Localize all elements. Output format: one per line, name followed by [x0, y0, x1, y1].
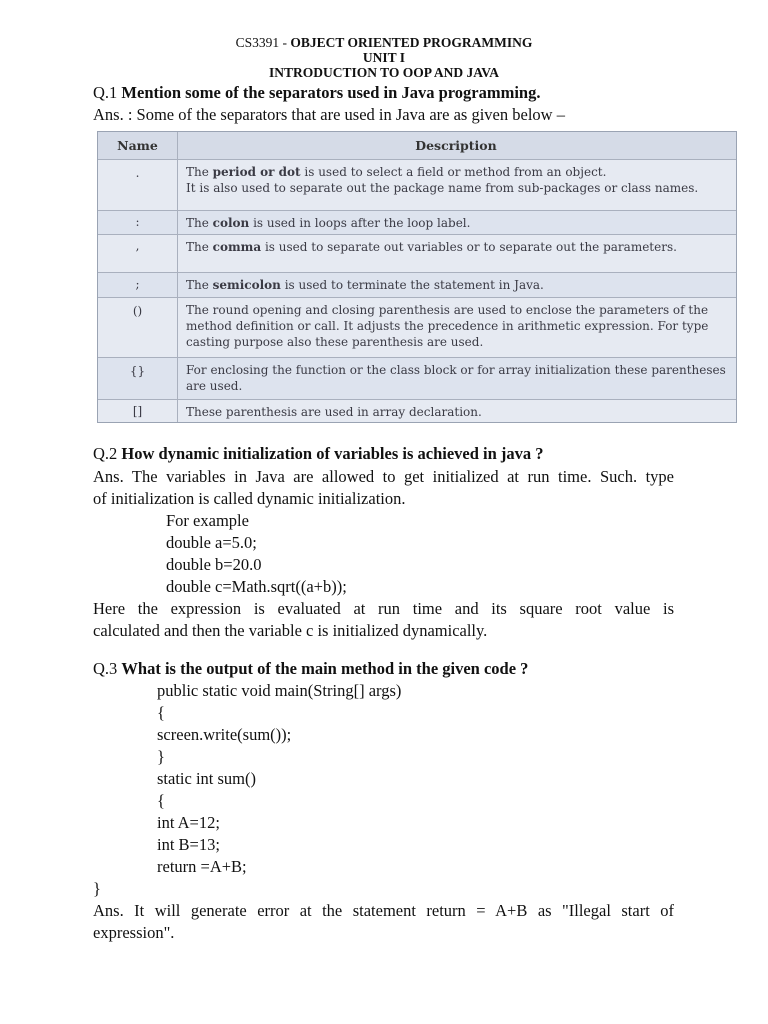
separator-symbol: ,	[98, 235, 178, 272]
course-header	[0, 35, 768, 50]
question-3-number: Q.3	[93, 659, 122, 678]
question-2	[93, 443, 544, 465]
explanation-line-1: Here the expression is evaluated at run time and its square root value is	[93, 599, 674, 618]
question-1-text: Mention some of the separators used in Java programming.	[121, 83, 541, 102]
code-line: screen.write(sum());	[157, 725, 292, 744]
code-line: int B=13;	[157, 835, 220, 854]
separator-description: The semicolon is used to terminate the statement in Java.	[186, 278, 544, 292]
table-row	[98, 210, 736, 234]
table-row	[98, 297, 736, 357]
separator-description: For enclosing the function or the class block or for array initialization these parentheses are used.	[186, 363, 726, 393]
separator-symbol: []	[98, 400, 178, 422]
separators-table	[97, 131, 737, 423]
course-title: OBJECT ORIENTED PROGRAMMING	[290, 35, 533, 50]
answer-2-line-1: Ans. The variables in Java are allowed to get initialized at run time. Such. type	[93, 467, 674, 486]
separator-symbol: {}	[98, 358, 178, 399]
code-line: int A=12;	[157, 813, 220, 832]
code-line: {	[157, 703, 165, 722]
course-code: CS3391 -	[235, 35, 291, 50]
code-line: {	[157, 791, 165, 810]
answer-2-line-2: of initialization is called dynamic initialization.	[93, 489, 406, 508]
separator-description: The comma is used to separate out variables or to separate out the parameters.	[186, 240, 677, 254]
code-closing-brace: }	[93, 879, 101, 898]
unit-title: INTRODUCTION TO OOP AND JAVA	[268, 65, 500, 80]
code-line: return =A+B;	[157, 857, 247, 876]
separator-symbol: :	[98, 211, 178, 234]
separator-description: The round opening and closing parenthesis are used to enclose the parameters of the method definition or call. It adjusts the precedence in arithmetic expression. For type casting purpose also these parenthesis are used.	[186, 303, 709, 349]
code-line: double b=20.0	[166, 555, 262, 574]
code-line: static int sum()	[157, 769, 256, 788]
answer-3-line-1: Ans. It will generate error at the statement return = A+B as "Illegal start of	[93, 901, 674, 920]
table-row	[98, 272, 736, 297]
separator-description: The colon is used in loops after the loop label.	[186, 216, 471, 230]
separator-symbol: ;	[98, 273, 178, 297]
answer-3-line-2: expression".	[93, 923, 175, 942]
question-3	[93, 658, 528, 680]
explanation-line-2: calculated and then the variable c is initialized dynamically.	[93, 621, 488, 640]
header-name: Name	[98, 132, 178, 159]
code-line: public static void main(String[] args)	[157, 681, 402, 700]
answer-1: Ans. : Some of the separators that are used in Java are as given below –	[93, 105, 565, 124]
code-line: }	[157, 747, 165, 766]
separator-description: The period or dot is used to select a field or method from an object. It is also used to separate out the package name from sub-packages or class names.	[186, 165, 699, 195]
table-row	[98, 159, 736, 210]
separator-symbol: ()	[98, 298, 178, 357]
table-header-row	[98, 132, 736, 159]
code-line: double c=Math.sqrt((a+b));	[166, 577, 347, 596]
table-row	[98, 357, 736, 399]
table-row	[98, 234, 736, 272]
question-2-number: Q.2	[93, 444, 122, 463]
header-description: Description	[415, 138, 497, 153]
code-line: double a=5.0;	[166, 533, 257, 552]
separator-description: These parenthesis are used in array declaration.	[186, 405, 482, 419]
question-1-number: Q.1	[93, 83, 122, 102]
code-line: For example	[166, 511, 249, 530]
question-3-text: What is the output of the main method in the given code ?	[121, 659, 529, 678]
question-1	[93, 82, 540, 104]
table-row	[98, 399, 736, 422]
question-2-text: How dynamic initialization of variables is achieved in java ?	[121, 444, 544, 463]
unit-label: UNIT I	[362, 50, 406, 65]
separator-symbol: .	[98, 160, 178, 210]
